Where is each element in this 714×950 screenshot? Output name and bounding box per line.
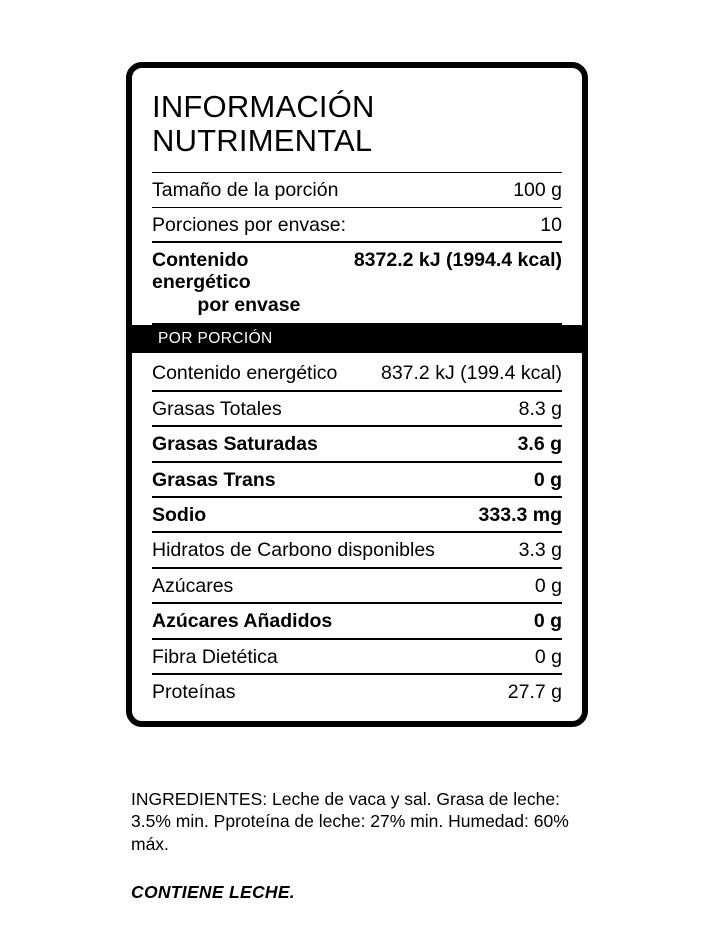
nutrient-label: Grasas Totales [152, 397, 282, 420]
nutrient-value: 27.7 g [507, 681, 562, 704]
energy-per-container-row [152, 241, 562, 325]
nutrient-label: Fibra Dietética [152, 645, 278, 668]
energy-per-container-label-line1: Contenido energético [152, 249, 251, 294]
servings-per-container-value: 10 [540, 213, 562, 236]
servings-per-container-row [152, 207, 562, 241]
nutrient-row [152, 390, 562, 425]
energy-per-container-value: 8372.2 kJ (1994.4 kcal) [353, 249, 562, 272]
nutrient-value: 3.6 g [517, 433, 562, 456]
nutrient-row [152, 602, 562, 637]
nutrient-row [152, 353, 562, 389]
nutrient-row [152, 531, 562, 566]
serving-size-value: 100 g [513, 179, 562, 202]
nutrient-value: 3.3 g [518, 539, 562, 562]
nutrient-row [152, 673, 562, 708]
nutrient-label: Azúcares [152, 574, 234, 597]
nutrient-row [152, 638, 562, 673]
nutrient-value: 0 g [534, 574, 562, 597]
nutrient-rows [152, 353, 562, 708]
allergen-statement: CONTIENE LECHE. [131, 882, 295, 902]
nutrient-value: 0 g [533, 610, 562, 633]
nutrient-label: Azúcares Añadidos [152, 610, 333, 633]
nutrient-label: Proteínas [152, 681, 236, 704]
serving-size-label: Tamaño de la porción [152, 179, 339, 202]
ingredients-text: INGREDIENTES: Leche de vaca y sal. Grasa de leche: 3.5% min. Pproteína de leche: 27% min. Humedad: 60% máx. [131, 789, 569, 854]
energy-per-container-label-line2: por envase [197, 293, 301, 316]
nutrient-row [152, 425, 562, 460]
nutrient-value: 333.3 mg [478, 503, 562, 526]
page-title: INFORMACIÓN NUTRIMENTAL [152, 89, 375, 159]
serving-size-row [152, 172, 562, 206]
nutrient-value: 837.2 kJ (199.4 kcal) [380, 362, 562, 385]
nutrient-label: Contenido energético [152, 362, 338, 385]
nutrient-value: 8.3 g [518, 397, 562, 420]
servings-per-container-label: Porciones por envase: [152, 213, 347, 236]
nutrient-row [152, 461, 562, 496]
nutrient-label: Grasas Trans [152, 468, 276, 491]
nutrient-label: Sodio [152, 503, 207, 526]
nutrient-label: Grasas Saturadas [152, 433, 318, 456]
nutrient-value: 0 g [534, 645, 562, 668]
nutrition-facts-panel [126, 62, 588, 727]
per-serving-band: POR PORCIÓN [132, 325, 582, 353]
nutrient-value: 0 g [533, 468, 562, 491]
nutrient-label: Hidratos de Carbono disponibles [152, 539, 435, 562]
nutrient-row [152, 567, 562, 602]
nutrient-row [152, 496, 562, 531]
